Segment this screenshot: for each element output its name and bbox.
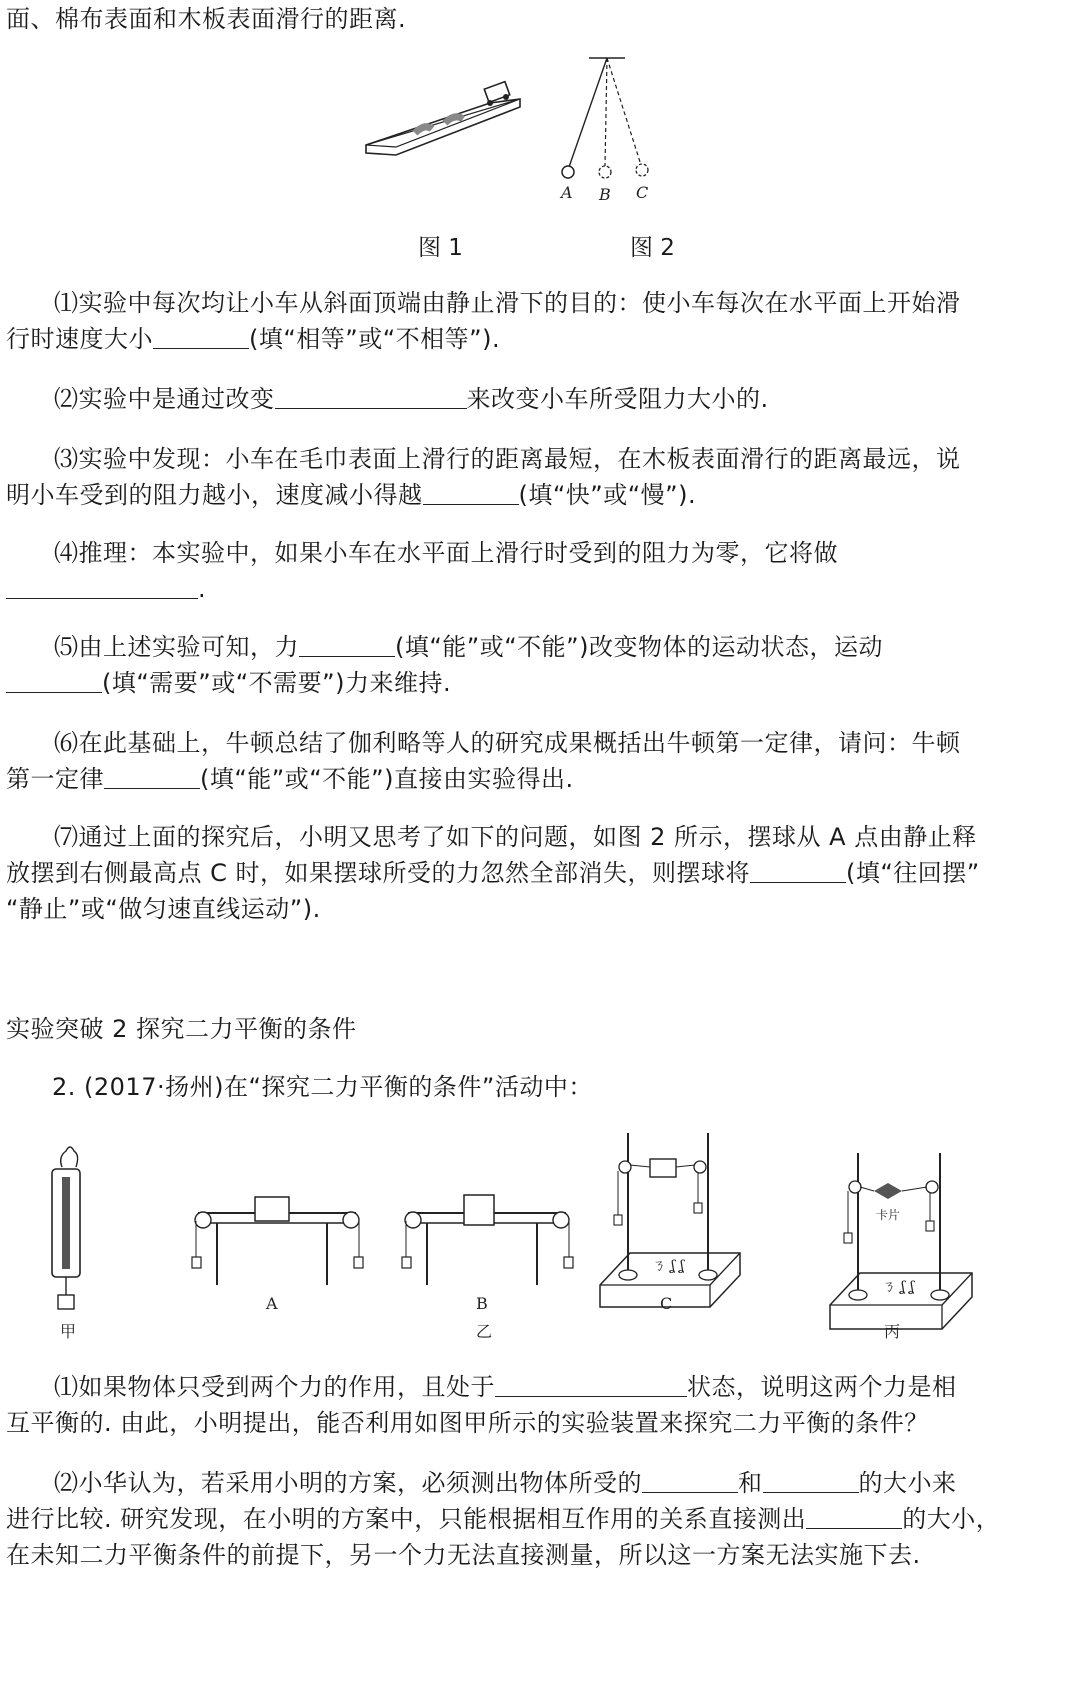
figure-2-caption: 图 2: [630, 235, 675, 261]
question-5-line-1: ⑸由上述实验可知，力 (填“能”或“不能”)改变物体的运动状态，运动: [54, 633, 883, 661]
question-6-line-1: ⑹在此基础上，牛顿总结了伽利略等人的研究成果概括出牛顿第一定律，请问：牛顿: [54, 729, 961, 757]
question-7-line-3: “静止”或“做匀速直线运动”).: [6, 895, 321, 923]
answer-blank[interactable]: [299, 634, 395, 657]
figure-1-caption: 图 1: [418, 235, 463, 261]
question-3-line-2: 明小车受到的阻力越小，速度减小得越 (填“快”或“慢”).: [6, 481, 697, 509]
spring-scale: [52, 1147, 80, 1341]
label-c: C: [660, 1294, 673, 1313]
p2-question-2-line-1: ⑵小华认为，若采用小明的方案，必须测出物体所受的 和 的大小来: [54, 1469, 957, 1497]
apparatus-c: [600, 1133, 740, 1313]
question-2-line-1: ⑵实验中是通过改变 来改变小车所受阻力大小的.: [54, 385, 769, 413]
p2-question-2-line-3: 在未知二力平衡条件的前提下，另一个力无法直接测量，所以这一方案无法实施下去.: [6, 1541, 921, 1569]
label-yi: 乙: [476, 1322, 493, 1341]
question-6-line-2: 第一定律 (填“能”或“不能”)直接由实验得出.: [6, 765, 574, 793]
answer-blank[interactable]: [275, 386, 467, 409]
answer-blank[interactable]: [153, 326, 249, 349]
answer-blank[interactable]: [750, 860, 846, 883]
text-line-intro: 面、棉布表面和木板表面滑行的距离.: [6, 5, 407, 33]
answer-blank[interactable]: [423, 482, 519, 505]
label-bing: 丙: [884, 1322, 901, 1341]
question-1-line-1: ⑴实验中每次均让小车从斜面顶端由静止滑下的目的：使小车每次在水平面上开始滑: [54, 289, 961, 317]
label-a: A: [266, 1294, 278, 1313]
p2-question-1-line-1: ⑴如果物体只受到两个力的作用，且处于 状态，说明这两个力是相: [54, 1373, 957, 1401]
question-4-line-2: .: [6, 574, 206, 604]
p2-question-1-line-2: 互平衡的. 由此，小明提出，能否利用如图甲所示的实验装置来探究二力平衡的条件？: [6, 1409, 929, 1437]
problem-2-intro: 2. (2017·扬州)在“探究二力平衡的条件”活动中：: [52, 1073, 593, 1101]
apparatus-a: [192, 1197, 363, 1313]
figure-two-force-balance: [40, 1125, 990, 1355]
question-7-line-2: 放摆到右侧最高点 C 时，如果摆球所受的力忽然全部消失，则摆球将 (填“往回摆”: [6, 859, 980, 887]
question-5-line-2: (填“需要”或“不需要”)力来维持.: [6, 668, 451, 698]
svg-text:ㄋ ʆ ʆ: ㄋ ʆ ʆ: [652, 1258, 684, 1274]
question-1-line-2: 行时速度大小 (填“相等”或“不相等”).: [6, 325, 501, 353]
point-c-label: C: [636, 183, 649, 202]
answer-blank[interactable]: [763, 1470, 859, 1493]
answer-blank[interactable]: [6, 576, 198, 599]
point-a-label: A: [561, 183, 573, 202]
card-label: 卡片: [876, 1208, 901, 1222]
answer-blank[interactable]: [806, 1506, 902, 1529]
section-title: 实验突破 2 探究二力平衡的条件: [6, 1015, 357, 1043]
answer-blank[interactable]: [495, 1374, 687, 1397]
apparatus-b: [402, 1195, 573, 1341]
answer-blank[interactable]: [6, 670, 102, 693]
question-4-line-1: ⑷推理：本实验中，如果小车在水平面上滑行时受到的阻力为零，它将做: [54, 539, 838, 567]
answer-blank[interactable]: [642, 1470, 738, 1493]
answer-blank[interactable]: [104, 766, 200, 789]
apparatus-bing: [830, 1153, 972, 1341]
label-jia: 甲: [60, 1322, 77, 1341]
question-7-line-1: ⑺通过上面的探究后，小明又思考了如下的问题，如图 2 所示，摆球从 A 点由静止释: [54, 823, 977, 851]
question-3-line-1: ⑶实验中发现：小车在毛巾表面上滑行的距离最短，在木板表面滑行的距离最远，说: [54, 445, 961, 473]
figure-1-incline: [360, 75, 530, 165]
label-b: B: [476, 1294, 488, 1313]
point-b-label: B: [599, 185, 611, 204]
p2-question-2-line-2: 进行比较. 研究发现，在小明的方案中，只能根据相互作用的关系直接测出 的大小，: [6, 1505, 1001, 1533]
figure-2-pendulum: [555, 52, 665, 210]
svg-text:ㄋ ʆ ʆ: ㄋ ʆ ʆ: [882, 1279, 914, 1295]
